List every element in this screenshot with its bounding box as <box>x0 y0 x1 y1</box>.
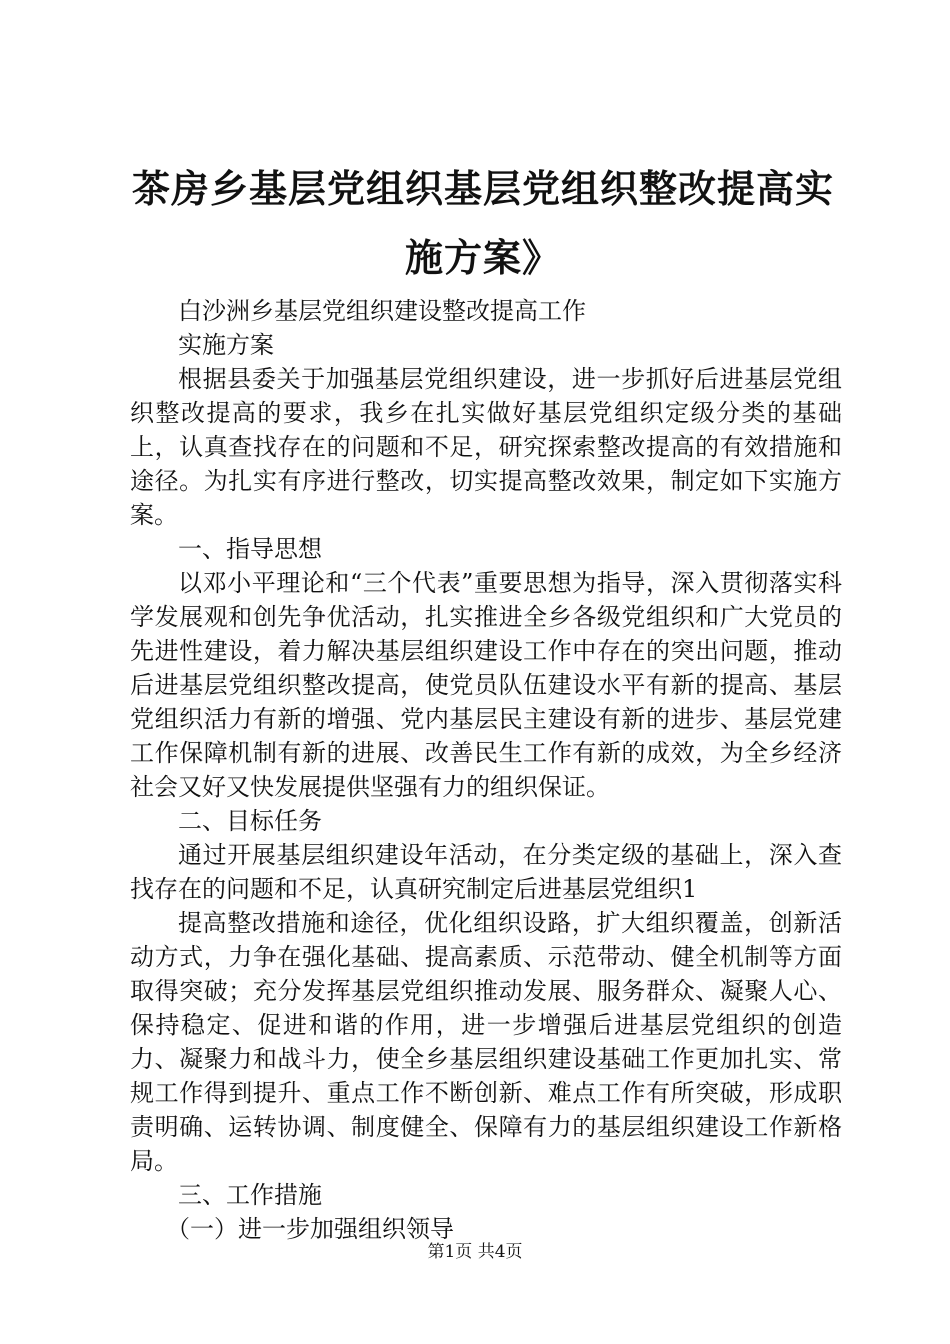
section-heading-measures: 三、工作措施 <box>178 1181 322 1209</box>
page-footer: 第1页 共4页 <box>427 1242 523 1262</box>
paragraph-subtitle-line-1: 白沙洲乡基层党组织建设整改提高工作 <box>178 297 586 325</box>
document-body <box>130 294 842 1246</box>
document-title: 茶房乡基层党组织基层党组织整改提高实施方案》 <box>131 167 834 280</box>
paragraph-intro: 根据县委关于加强基层党组织建设，进一步抓好后进基层党组织整改提高的要求，我乡在扎实做好基层党组织定级分类的基础上，认真查找存在的问题和不足，研究探索整改提高的有效措施和途径。为扎实有序进行整改，切实提高整改效果，制定如下实施方案。 <box>130 365 842 529</box>
subsection-heading-leadership: （一）进一步加强组织领导 <box>166 1215 454 1243</box>
paragraph-goals-part-2: 提高整改措施和途径，优化组织设路，扩大组织覆盖，创新活动方式，力争在强化基础、提高素质、示范带动、健全机制等方面取得突破；充分发挥基层党组织推动发展、服务群众、凝聚人心、保持稳定、促进和谐的作用，进一步增强后进基层党组织的创造力、凝聚力和战斗力，使全乡基层组织建设基础工作更加扎实、常规工作得到提升、重点工作不断创新、难点工作有所突破，形成职责明确、运转协调、制度健全、保障有力的基层组织建设工作新格局。 <box>130 909 842 1175</box>
paragraph-subtitle-line-2: 实施方案 <box>178 331 274 359</box>
paragraph-goals-part-1: 通过开展基层组织建设年活动，在分类定级的基础上，深入查找存在的问题和不足，认真研究制定后进基层党组织1 <box>130 841 842 903</box>
section-heading-goals: 二、目标任务 <box>178 807 322 835</box>
paragraph-guiding-thought: 以邓小平理论和“三个代表”重要思想为指导，深入贯彻落实科学发展观和创先争优活动，扎实推进全乡各级党组织和广大党员的先进性建设，着力解决基层组织建设工作中存在的突出问题，推动后进基层党组织整改提高，使党员队伍建设水平有新的提高、基层党组织活力有新的增强、党内基层民主建设有新的进步、基层党建工作保障机制有新的进展、改善民生工作有新的成效，为全乡经济社会又好又快发展提供坚强有力的组织保证。 <box>130 569 842 801</box>
section-heading-guiding-thought: 一、指导思想 <box>178 535 322 563</box>
